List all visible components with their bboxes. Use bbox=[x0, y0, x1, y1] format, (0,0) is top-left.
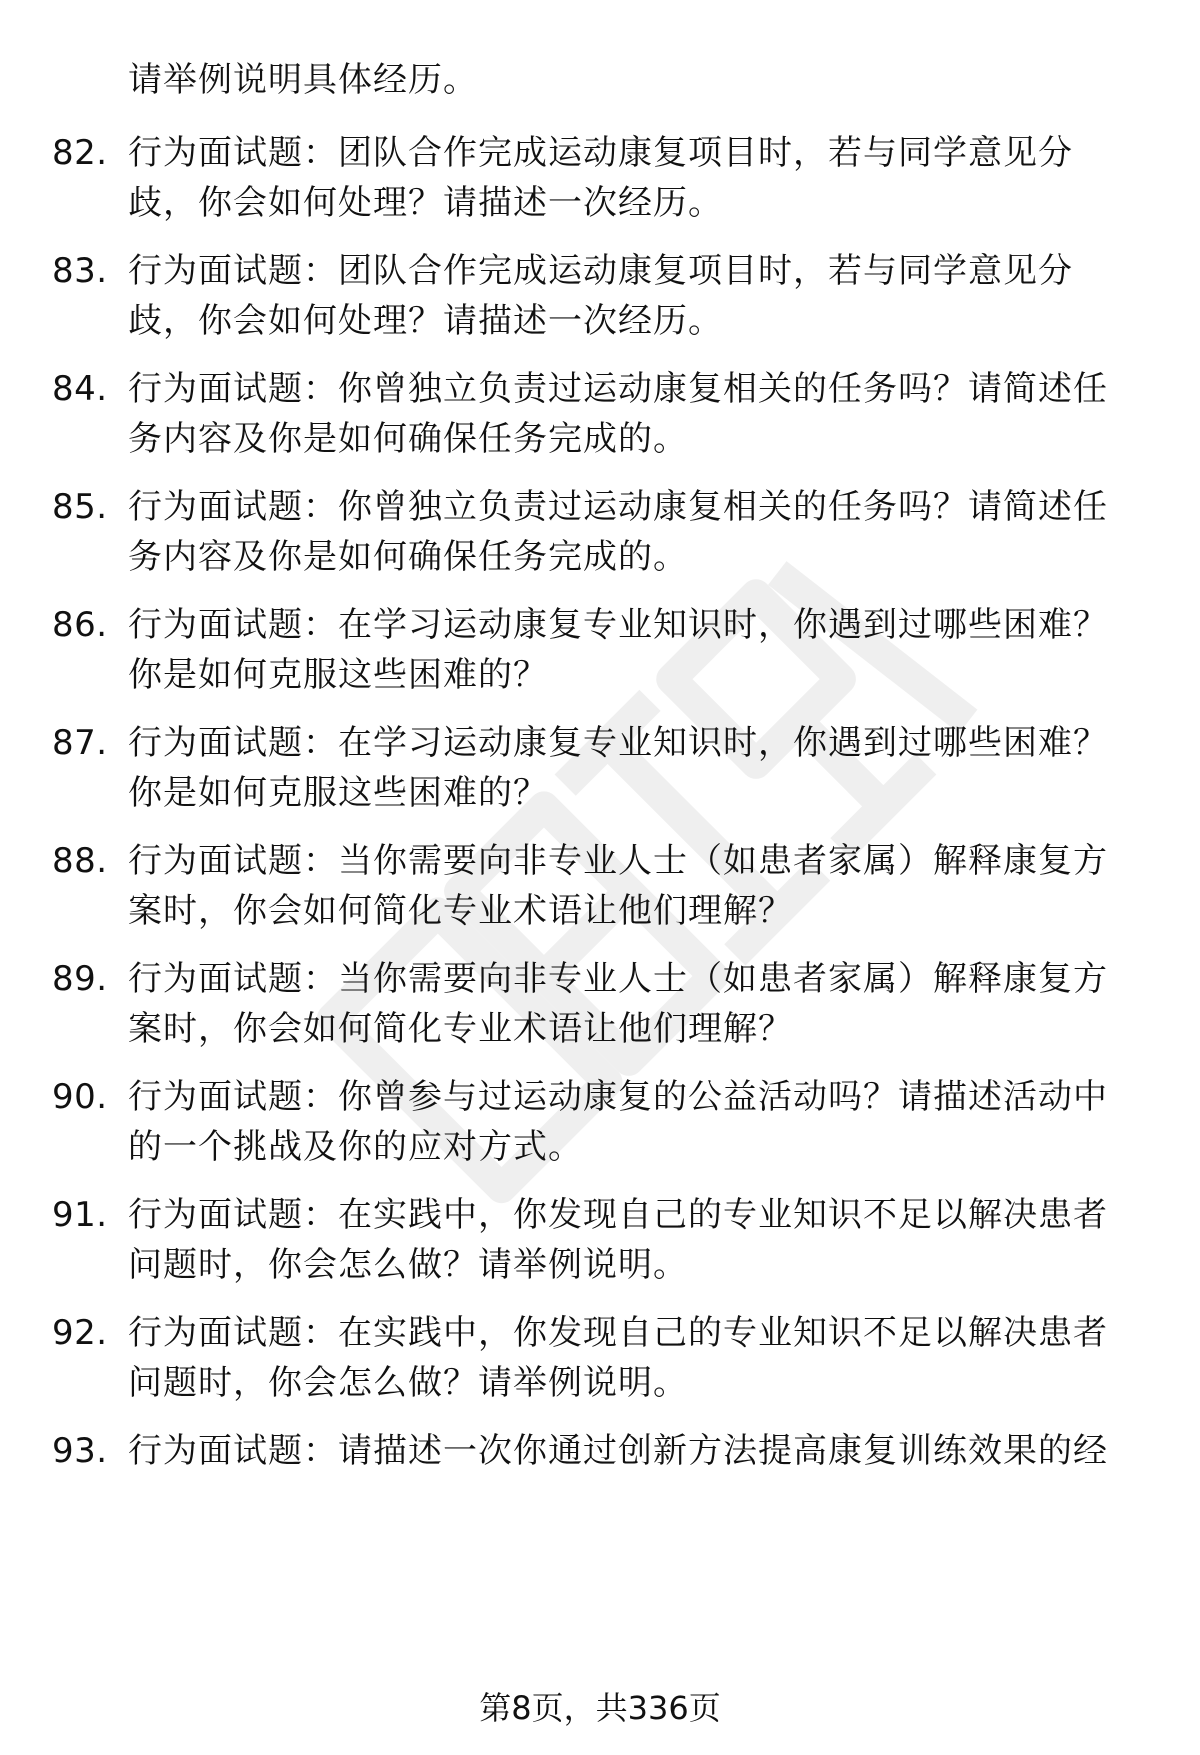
item-line: 行为面试题：在学习运动康复专业知识时，你遇到过哪些困难？ bbox=[128, 723, 1108, 763]
item-line: 行为面试题：请描述一次你通过创新方法提高康复训练效果的经 bbox=[128, 1431, 1108, 1471]
item-number: 87. bbox=[52, 723, 108, 763]
item-line: 行为面试题：在学习运动康复专业知识时，你遇到过哪些困难？ bbox=[128, 605, 1108, 645]
item-line: 行为面试题：团队合作完成运动康复项目时，若与同学意见分 bbox=[128, 251, 1073, 291]
item-line: 问题时，你会怎么做？请举例说明。 bbox=[128, 1245, 688, 1285]
item-line: 案时，你会如何简化专业术语让他们理解？ bbox=[128, 891, 793, 931]
item-text bbox=[128, 600, 1148, 700]
item-number: 83. bbox=[52, 251, 108, 291]
item-line: 行为面试题：你曾独立负责过运动康复相关的任务吗？请简述任 bbox=[128, 369, 1108, 409]
intro-line: 请举例说明具体经历。 bbox=[128, 60, 478, 100]
item-line: 案时，你会如何简化专业术语让他们理解？ bbox=[128, 1009, 793, 1049]
item-text bbox=[128, 718, 1148, 818]
item-line: 歧，你会如何处理？请描述一次经历。 bbox=[128, 183, 723, 223]
item-number: 86. bbox=[52, 605, 108, 645]
item-line: 你是如何克服这些困难的？ bbox=[128, 773, 548, 813]
item-line: 行为面试题：你曾参与过运动康复的公益活动吗？请描述活动中 bbox=[128, 1077, 1108, 1117]
item-line: 行为面试题：你曾独立负责过运动康复相关的任务吗？请简述任 bbox=[128, 487, 1108, 527]
item-line: 你是如何克服这些困难的？ bbox=[128, 655, 548, 695]
item-text bbox=[128, 1190, 1148, 1290]
item-text bbox=[128, 954, 1148, 1054]
item-number: 89. bbox=[52, 959, 108, 999]
item-number: 90. bbox=[52, 1077, 108, 1117]
item-text bbox=[128, 836, 1148, 936]
item-line: 务内容及你是如何确保任务完成的。 bbox=[128, 419, 688, 459]
item-text bbox=[128, 482, 1148, 582]
item-line: 的一个挑战及你的应对方式。 bbox=[128, 1127, 583, 1167]
item-text bbox=[128, 1072, 1148, 1172]
item-number: 85. bbox=[52, 487, 108, 527]
item-line: 行为面试题：团队合作完成运动康复项目时，若与同学意见分 bbox=[128, 133, 1073, 173]
item-number: 93. bbox=[52, 1431, 108, 1471]
item-number: 82. bbox=[52, 133, 108, 173]
item-text bbox=[128, 246, 1148, 346]
item-line: 问题时，你会怎么做？请举例说明。 bbox=[128, 1363, 688, 1403]
item-number: 92. bbox=[52, 1313, 108, 1353]
item-line: 务内容及你是如何确保任务完成的。 bbox=[128, 537, 688, 577]
item-line: 行为面试题：在实践中，你发现自己的专业知识不足以解决患者 bbox=[128, 1195, 1108, 1235]
item-text bbox=[128, 128, 1148, 228]
item-text bbox=[128, 1426, 1148, 1476]
item-number: 88. bbox=[52, 841, 108, 881]
item-text bbox=[128, 1308, 1148, 1408]
page-footer: 第8页，共336页 bbox=[479, 1689, 721, 1727]
item-number: 91. bbox=[52, 1195, 108, 1235]
item-line: 歧，你会如何处理？请描述一次经历。 bbox=[128, 301, 723, 341]
item-line: 行为面试题：当你需要向非专业人士（如患者家属）解释康复方 bbox=[128, 959, 1108, 999]
item-number: 84. bbox=[52, 369, 108, 409]
item-line: 行为面试题：在实践中，你发现自己的专业知识不足以解决患者 bbox=[128, 1313, 1108, 1353]
item-line: 行为面试题：当你需要向非专业人士（如患者家属）解释康复方 bbox=[128, 841, 1108, 881]
item-text bbox=[128, 364, 1148, 464]
